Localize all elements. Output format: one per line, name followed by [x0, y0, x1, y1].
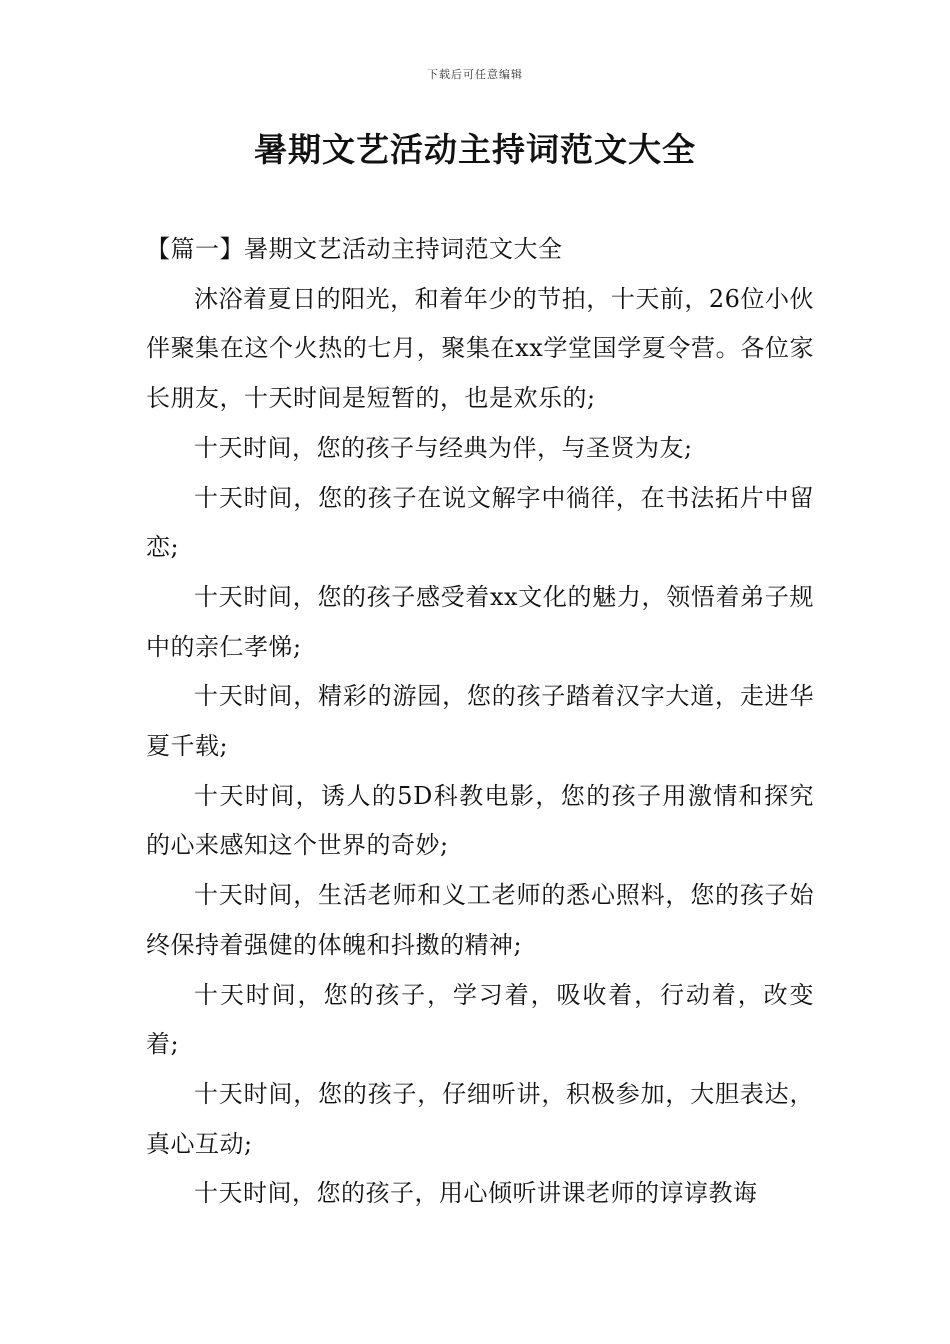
- paragraph: 十天时间，诱人的5D科教电影，您的孩子用激情和探究的心来感知这个世界的奇妙;: [146, 781, 814, 860]
- document-title: 暑期文艺活动主持词范文大全: [254, 130, 696, 169]
- document-body: [146, 225, 814, 1219]
- paragraph: 十天时间，您的孩子，用心倾听讲课老师的谆谆教诲: [194, 1179, 758, 1208]
- paragraph: 沐浴着夏日的阳光，和着年少的节拍，十天前，26位小伙伴聚集在这个火热的七月，聚集在xx学堂国学夏令营。各位家长朋友，十天时间是短暂的，也是欢乐的;: [146, 284, 814, 413]
- paragraph: 十天时间，您的孩子在说文解字中徜徉，在书法拓片中留恋;: [146, 483, 814, 562]
- paragraph: 十天时间，生活老师和义工老师的悉心照料，您的孩子始终保持着强健的体魄和抖擞的精神;: [146, 881, 814, 959]
- paragraph: 十天时间，您的孩子感受着xx文化的魅力，领悟着弟子规中的亲仁孝悌;: [146, 582, 814, 661]
- paragraph: 十天时间，您的孩子，学习着，吸收着，行动着，改变着;: [146, 980, 814, 1059]
- paragraph: 十天时间，您的孩子，仔细听讲，积极参加，大胆表达，真心互动;: [146, 1079, 814, 1158]
- section-heading: 【篇一】暑期文艺活动主持词范文大全: [146, 235, 563, 263]
- paragraph: 十天时间，您的孩子与经典为伴，与圣贤为友;: [194, 433, 693, 462]
- header-note: 下载后可任意编辑: [427, 68, 523, 81]
- paragraph: 十天时间，精彩的游园，您的孩子踏着汉字大道，走进华夏千载;: [146, 682, 814, 761]
